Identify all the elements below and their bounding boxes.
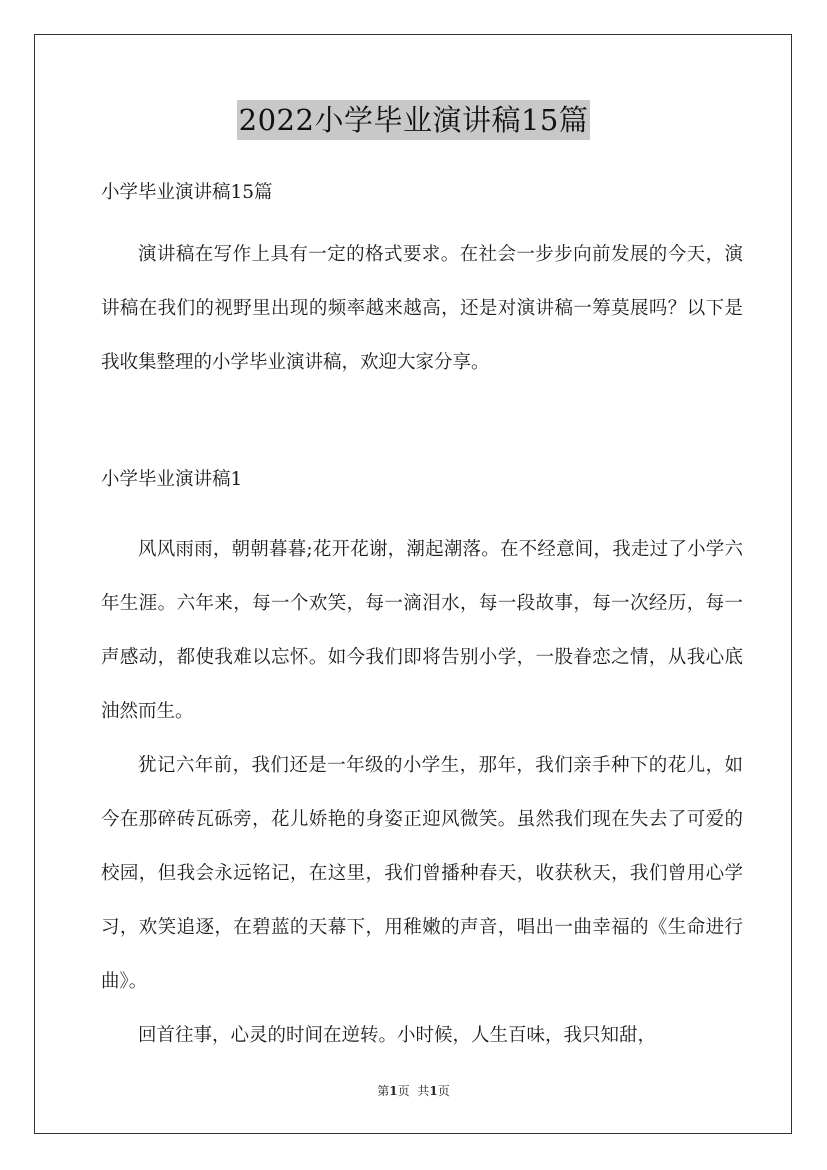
section-heading-intro: 小学毕业演讲稿15篇 [101,182,273,203]
speech-1-paragraph-3: 回首往事，心灵的时间在逆转。小时候，人生百味，我只知甜， [138,1025,657,1046]
speech-1-paragraph-2: 犹记六年前，我们还是一年级的小学生，那年，我们亲手种下的花儿，如今在那碎砖瓦砾旁，花儿娇艳的身姿正迎风微笑。虽然我们现在失去了可爱的校园，但我会永远铭记，在这里，我们曾播种春天，收获秋天，我们曾用心学习，欢笑追逐，在碧蓝的天幕下，用稚嫩的声音，唱出一曲幸福的《生命进行曲》。 [101,755,743,992]
section-heading-speech-1: 小学毕业演讲稿1 [101,469,243,490]
document-body [101,178,743,1063]
title-container [0,100,827,140]
footer-page-prefix: 第 [377,1084,390,1098]
footer-total-unit: 页 [437,1084,450,1098]
footer-total-prefix: 共 [417,1084,430,1098]
speech-1-paragraph-1: 风风雨雨，朝朝暮暮;花开花谢，潮起潮落。在不经意间，我走过了小学六年生涯。六年来，每一个欢笑，每一滴泪水，每一段故事，每一次经历，每一声感动，都使我难以忘怀。如今我们即将告别小学，一股眷恋之情，从我心底油然而生。 [101,539,743,722]
footer-page-total: 1 [429,1084,438,1098]
footer-page-unit: 页 [397,1084,410,1098]
intro-paragraph: 演讲稿在写作上具有一定的格式要求。在社会一步步向前发展的今天，演讲稿在我们的视野里出现的频率越来越高，还是对演讲稿一筹莫展吗？以下是我收集整理的小学毕业演讲稿，欢迎大家分享。 [101,244,743,373]
footer-page-current: 1 [389,1084,398,1098]
document-title: 2022小学毕业演讲稿15篇 [237,100,591,140]
page-footer [0,1082,827,1099]
